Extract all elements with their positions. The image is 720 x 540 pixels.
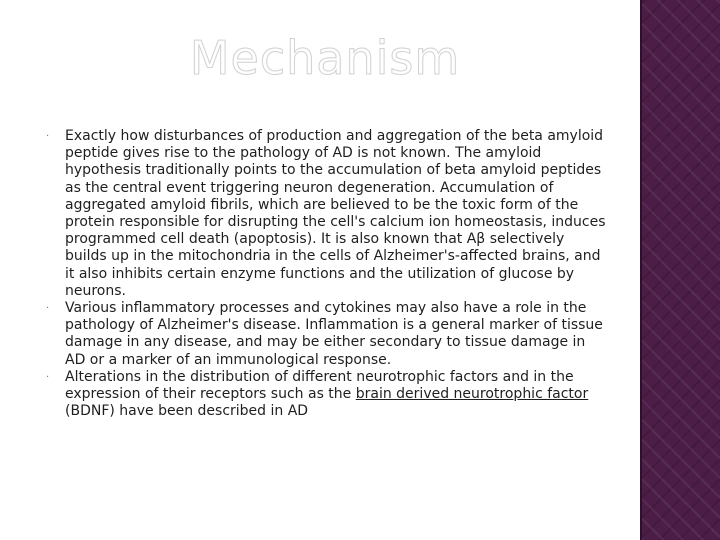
bullet-text-before-link: Alterations in the distribution of different neurotrophic factors and in the expression of their receptors such as the <box>65 368 574 403</box>
bullet-text-after-link: (BDNF) have been described in AD <box>65 403 309 420</box>
bullet-icon: · <box>46 131 50 142</box>
bullet-item-neurotrophic <box>46 369 606 421</box>
bdnf-link[interactable]: brain derived neurotrophic factor <box>355 386 589 403</box>
bullet-text: Exactly how disturbances of production and aggregation of the beta amyloid peptide gives rise to the pathology of AD is not known. The amyloid hypothesis traditionally points to the accumulation of beta amyloid peptides as the central event triggering neuron degeneration. Accumulation of aggregated amyloid fibrils, which are believed to be the toxic form of the protein responsible for disrupting the cell's calcium ion homeostasis, induces programmed cell death (apoptosis). It is also known that Aβ selectively builds up in the mitochondria in the cells of Alzheimer's-affected brains, and it also inhibits certain enzyme functions and the utilization of glucose by neurons. <box>65 128 606 299</box>
slide-title: Mechanism <box>189 31 461 85</box>
bullet-icon: · <box>46 303 50 315</box>
bullet-icon: · <box>46 371 50 383</box>
bullet-item-mechanism <box>46 128 606 300</box>
bullet-item-inflammation <box>46 300 606 369</box>
bullet-list <box>46 128 606 420</box>
decorative-side-panel <box>642 0 720 540</box>
bullet-text: Various inflammatory processes and cytokines may also have a role in the pathology of Alzheimer's disease. Inflammation is a general marker of tissue damage in any disease, and may be either secondary to tissue damage in AD or a marker of an immunological response. <box>65 300 603 368</box>
